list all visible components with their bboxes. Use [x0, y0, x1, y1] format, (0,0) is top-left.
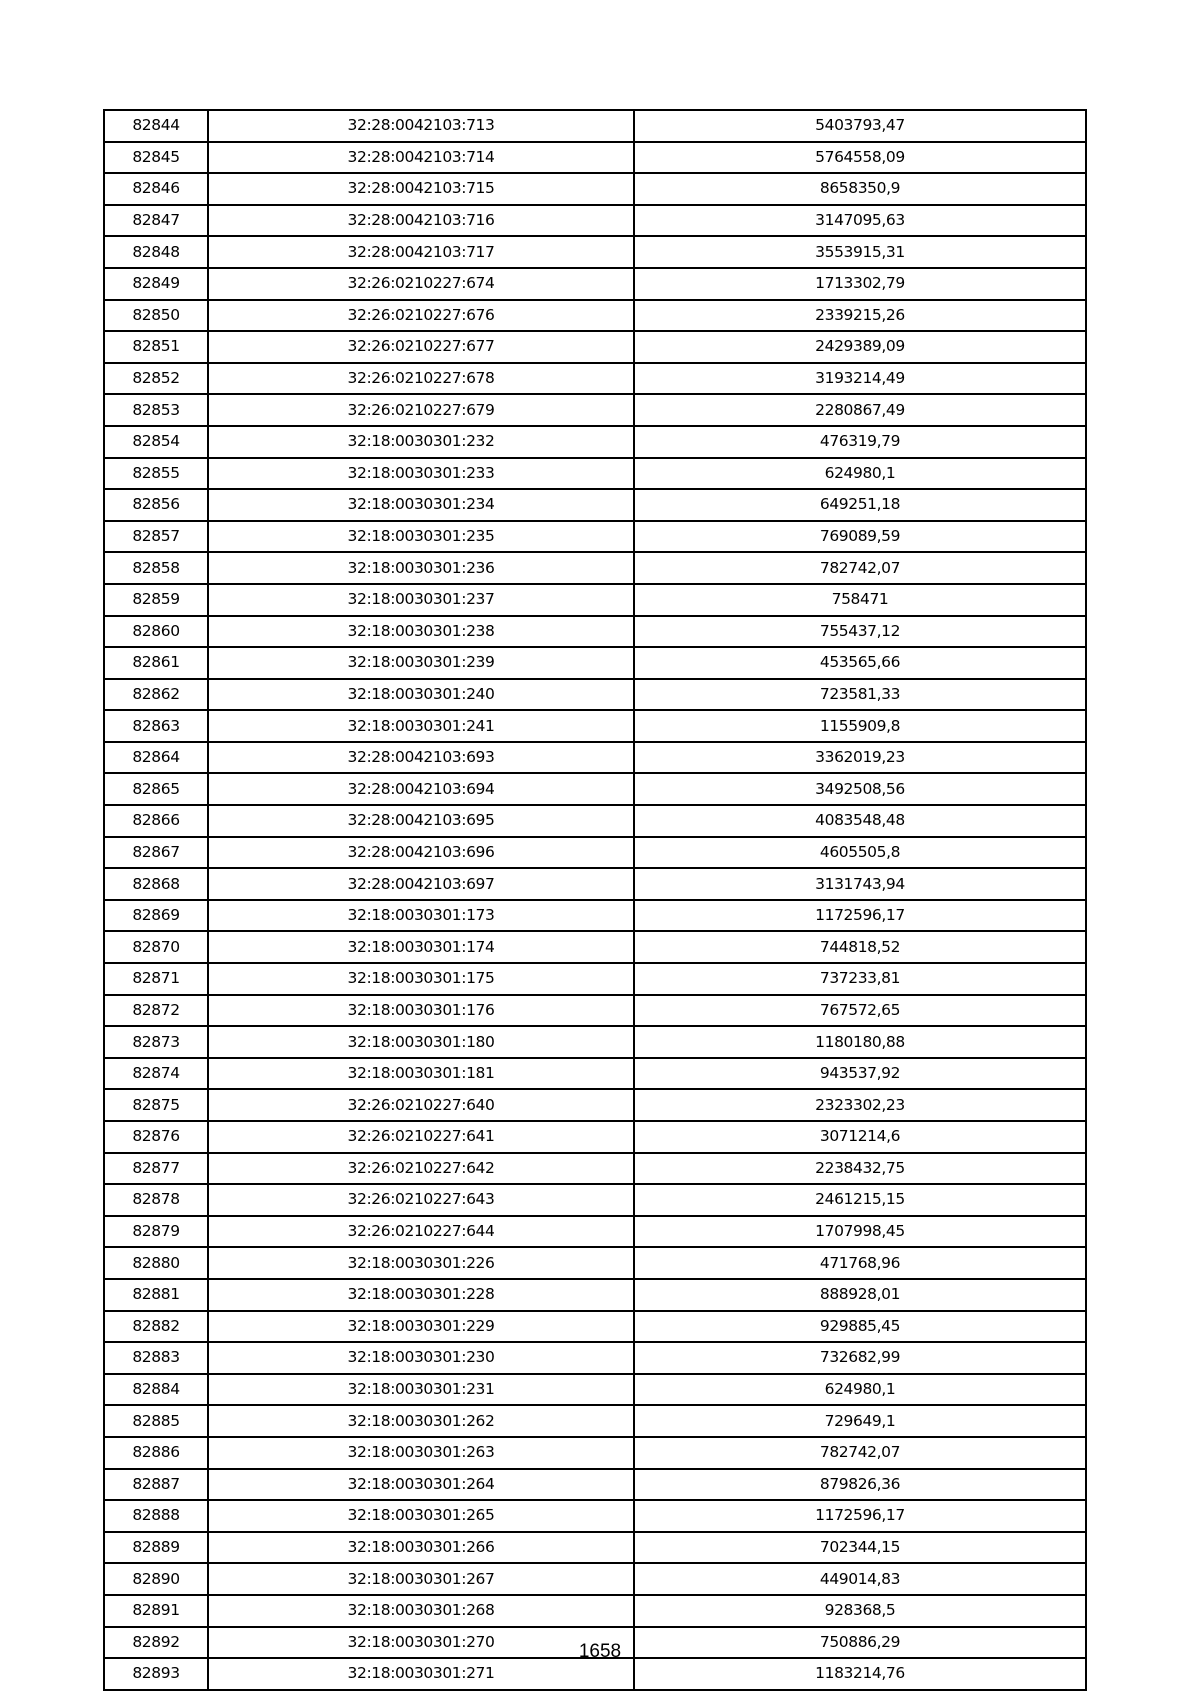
table-row	[104, 616, 1086, 648]
table-row	[104, 837, 1086, 869]
row-number-cell: 82884	[104, 1374, 208, 1406]
value-cell: 3193214,49	[634, 363, 1086, 395]
row-number-cell: 82845	[104, 142, 208, 174]
cadastral-number-cell: 32:18:0030301:265	[208, 1500, 634, 1532]
table-row	[104, 584, 1086, 616]
cadastral-number-cell: 32:18:0030301:238	[208, 616, 634, 648]
value-cell: 3553915,31	[634, 236, 1086, 268]
row-number-cell: 82851	[104, 331, 208, 363]
value-cell: 449014,83	[634, 1563, 1086, 1595]
cadastral-number-cell: 32:26:0210227:676	[208, 300, 634, 332]
value-cell: 1155909,8	[634, 710, 1086, 742]
cadastral-number-cell: 32:28:0042103:715	[208, 173, 634, 205]
value-cell: 758471	[634, 584, 1086, 616]
value-cell: 888928,01	[634, 1279, 1086, 1311]
table-row	[104, 110, 1086, 142]
table-row	[104, 1532, 1086, 1564]
cadastral-number-cell: 32:26:0210227:677	[208, 331, 634, 363]
table-row	[104, 268, 1086, 300]
row-number-cell: 82854	[104, 426, 208, 458]
table-row	[104, 1247, 1086, 1279]
value-cell: 879826,36	[634, 1469, 1086, 1501]
table-row	[104, 426, 1086, 458]
table-row	[104, 1153, 1086, 1185]
cadastral-number-cell: 32:18:0030301:237	[208, 584, 634, 616]
value-cell: 4083548,48	[634, 805, 1086, 837]
value-cell: 649251,18	[634, 489, 1086, 521]
cadastral-number-cell: 32:18:0030301:264	[208, 1469, 634, 1501]
value-cell: 767572,65	[634, 995, 1086, 1027]
cadastral-number-cell: 32:28:0042103:713	[208, 110, 634, 142]
row-number-cell: 82849	[104, 268, 208, 300]
value-cell: 2339215,26	[634, 300, 1086, 332]
cadastral-number-cell: 32:18:0030301:239	[208, 647, 634, 679]
row-number-cell: 82893	[104, 1658, 208, 1690]
table-body	[104, 110, 1086, 1690]
table-row	[104, 1469, 1086, 1501]
value-cell: 782742,07	[634, 552, 1086, 584]
cadastral-number-cell: 32:18:0030301:271	[208, 1658, 634, 1690]
row-number-cell: 82864	[104, 742, 208, 774]
row-number-cell: 82882	[104, 1311, 208, 1343]
table-row	[104, 963, 1086, 995]
table-row	[104, 331, 1086, 363]
cadastral-number-cell: 32:18:0030301:230	[208, 1342, 634, 1374]
cadastral-number-cell: 32:18:0030301:263	[208, 1437, 634, 1469]
cadastral-number-cell: 32:18:0030301:181	[208, 1058, 634, 1090]
row-number-cell: 82867	[104, 837, 208, 869]
table-row	[104, 1342, 1086, 1374]
row-number-cell: 82856	[104, 489, 208, 521]
table-row	[104, 394, 1086, 426]
row-number-cell: 82860	[104, 616, 208, 648]
table-row	[104, 521, 1086, 553]
value-cell: 3131743,94	[634, 868, 1086, 900]
value-cell: 943537,92	[634, 1058, 1086, 1090]
value-cell: 624980,1	[634, 458, 1086, 490]
table-row	[104, 1374, 1086, 1406]
row-number-cell: 82885	[104, 1405, 208, 1437]
row-number-cell: 82852	[104, 363, 208, 395]
row-number-cell: 82855	[104, 458, 208, 490]
cadastral-number-cell: 32:26:0210227:679	[208, 394, 634, 426]
table-row	[104, 931, 1086, 963]
row-number-cell: 82881	[104, 1279, 208, 1311]
table-row	[104, 995, 1086, 1027]
row-number-cell: 82875	[104, 1089, 208, 1121]
row-number-cell: 82863	[104, 710, 208, 742]
row-number-cell: 82880	[104, 1247, 208, 1279]
value-cell: 769089,59	[634, 521, 1086, 553]
row-number-cell: 82883	[104, 1342, 208, 1374]
cadastral-number-cell: 32:26:0210227:641	[208, 1121, 634, 1153]
table-row	[104, 1026, 1086, 1058]
table-row	[104, 1184, 1086, 1216]
value-cell: 5764558,09	[634, 142, 1086, 174]
cadastral-number-cell: 32:18:0030301:270	[208, 1627, 634, 1659]
cadastral-number-cell: 32:18:0030301:229	[208, 1311, 634, 1343]
table-row	[104, 900, 1086, 932]
row-number-cell: 82858	[104, 552, 208, 584]
row-number-cell: 82862	[104, 679, 208, 711]
cadastral-number-cell: 32:18:0030301:240	[208, 679, 634, 711]
cadastral-number-cell: 32:28:0042103:696	[208, 837, 634, 869]
cadastral-number-cell: 32:28:0042103:695	[208, 805, 634, 837]
table-row	[104, 742, 1086, 774]
value-cell: 3071214,6	[634, 1121, 1086, 1153]
value-cell: 624980,1	[634, 1374, 1086, 1406]
value-cell: 3492508,56	[634, 773, 1086, 805]
table-row	[104, 710, 1086, 742]
cadastral-number-cell: 32:26:0210227:674	[208, 268, 634, 300]
value-cell: 1707998,45	[634, 1216, 1086, 1248]
value-cell: 729649,1	[634, 1405, 1086, 1437]
value-cell: 2429389,09	[634, 331, 1086, 363]
table-row	[104, 489, 1086, 521]
cadastral-number-cell: 32:18:0030301:176	[208, 995, 634, 1027]
cadastral-number-cell: 32:18:0030301:235	[208, 521, 634, 553]
cadastral-number-cell: 32:18:0030301:236	[208, 552, 634, 584]
value-cell: 723581,33	[634, 679, 1086, 711]
cadastral-number-cell: 32:18:0030301:180	[208, 1026, 634, 1058]
table-row	[104, 1437, 1086, 1469]
cadastral-number-cell: 32:26:0210227:642	[208, 1153, 634, 1185]
table-row	[104, 236, 1086, 268]
cadastral-number-cell: 32:18:0030301:266	[208, 1532, 634, 1564]
cadastral-number-cell: 32:28:0042103:693	[208, 742, 634, 774]
table-row	[104, 647, 1086, 679]
cadastral-number-cell: 32:18:0030301:226	[208, 1247, 634, 1279]
cadastral-number-cell: 32:18:0030301:173	[208, 900, 634, 932]
cadastral-number-cell: 32:18:0030301:233	[208, 458, 634, 490]
row-number-cell: 82878	[104, 1184, 208, 1216]
cadastral-number-cell: 32:26:0210227:640	[208, 1089, 634, 1121]
row-number-cell: 82844	[104, 110, 208, 142]
table-row	[104, 1405, 1086, 1437]
value-cell: 1183214,76	[634, 1658, 1086, 1690]
cadastral-number-cell: 32:18:0030301:232	[208, 426, 634, 458]
value-cell: 2461215,15	[634, 1184, 1086, 1216]
value-cell: 929885,45	[634, 1311, 1086, 1343]
cadastral-value-table	[103, 109, 1087, 1691]
cadastral-number-cell: 32:18:0030301:231	[208, 1374, 634, 1406]
value-cell: 3362019,23	[634, 742, 1086, 774]
table-row	[104, 300, 1086, 332]
value-cell: 1172596,17	[634, 900, 1086, 932]
table-row	[104, 552, 1086, 584]
row-number-cell: 82890	[104, 1563, 208, 1595]
row-number-cell: 82868	[104, 868, 208, 900]
value-cell: 1172596,17	[634, 1500, 1086, 1532]
value-cell: 2238432,75	[634, 1153, 1086, 1185]
value-cell: 744818,52	[634, 931, 1086, 963]
value-cell: 755437,12	[634, 616, 1086, 648]
value-cell: 782742,07	[634, 1437, 1086, 1469]
value-cell: 750886,29	[634, 1627, 1086, 1659]
row-number-cell: 82873	[104, 1026, 208, 1058]
cadastral-number-cell: 32:18:0030301:228	[208, 1279, 634, 1311]
value-cell: 8658350,9	[634, 173, 1086, 205]
cadastral-number-cell: 32:18:0030301:175	[208, 963, 634, 995]
cadastral-number-cell: 32:28:0042103:697	[208, 868, 634, 900]
row-number-cell: 82872	[104, 995, 208, 1027]
cadastral-number-cell: 32:26:0210227:678	[208, 363, 634, 395]
value-cell: 471768,96	[634, 1247, 1086, 1279]
row-number-cell: 82892	[104, 1627, 208, 1659]
row-number-cell: 82853	[104, 394, 208, 426]
cadastral-number-cell: 32:28:0042103:717	[208, 236, 634, 268]
value-cell: 1713302,79	[634, 268, 1086, 300]
value-cell: 732682,99	[634, 1342, 1086, 1374]
table-row	[104, 1058, 1086, 1090]
value-cell: 1180180,88	[634, 1026, 1086, 1058]
table-row	[104, 1216, 1086, 1248]
cadastral-number-cell: 32:18:0030301:268	[208, 1595, 634, 1627]
row-number-cell: 82846	[104, 173, 208, 205]
value-cell: 4605505,8	[634, 837, 1086, 869]
row-number-cell: 82871	[104, 963, 208, 995]
row-number-cell: 82877	[104, 1153, 208, 1185]
table-row	[104, 1121, 1086, 1153]
row-number-cell: 82870	[104, 931, 208, 963]
row-number-cell: 82887	[104, 1469, 208, 1501]
cadastral-number-cell: 32:18:0030301:262	[208, 1405, 634, 1437]
cadastral-number-cell: 32:18:0030301:267	[208, 1563, 634, 1595]
table-row	[104, 1563, 1086, 1595]
row-number-cell: 82850	[104, 300, 208, 332]
value-cell: 2280867,49	[634, 394, 1086, 426]
table-row	[104, 142, 1086, 174]
table-row	[104, 679, 1086, 711]
row-number-cell: 82891	[104, 1595, 208, 1627]
table-row	[104, 173, 1086, 205]
table-row	[104, 363, 1086, 395]
value-cell: 453565,66	[634, 647, 1086, 679]
table-row	[104, 805, 1086, 837]
cadastral-number-cell: 32:28:0042103:694	[208, 773, 634, 805]
row-number-cell: 82865	[104, 773, 208, 805]
row-number-cell: 82879	[104, 1216, 208, 1248]
value-cell: 3147095,63	[634, 205, 1086, 237]
value-cell: 476319,79	[634, 426, 1086, 458]
cadastral-number-cell: 32:18:0030301:234	[208, 489, 634, 521]
table-row	[104, 1500, 1086, 1532]
row-number-cell: 82886	[104, 1437, 208, 1469]
row-number-cell: 82888	[104, 1500, 208, 1532]
cadastral-number-cell: 32:18:0030301:174	[208, 931, 634, 963]
row-number-cell: 82859	[104, 584, 208, 616]
row-number-cell: 82889	[104, 1532, 208, 1564]
row-number-cell: 82847	[104, 205, 208, 237]
row-number-cell: 82848	[104, 236, 208, 268]
value-cell: 2323302,23	[634, 1089, 1086, 1121]
value-cell: 702344,15	[634, 1532, 1086, 1564]
row-number-cell: 82869	[104, 900, 208, 932]
table-row	[104, 1089, 1086, 1121]
table-row	[104, 1311, 1086, 1343]
table-row	[104, 458, 1086, 490]
row-number-cell: 82874	[104, 1058, 208, 1090]
table-row	[104, 773, 1086, 805]
row-number-cell: 82861	[104, 647, 208, 679]
table-row	[104, 1279, 1086, 1311]
value-cell: 5403793,47	[634, 110, 1086, 142]
row-number-cell: 82866	[104, 805, 208, 837]
row-number-cell: 82857	[104, 521, 208, 553]
cadastral-number-cell: 32:18:0030301:241	[208, 710, 634, 742]
table-row	[104, 205, 1086, 237]
value-cell: 737233,81	[634, 963, 1086, 995]
value-cell: 928368,5	[634, 1595, 1086, 1627]
cadastral-number-cell: 32:28:0042103:714	[208, 142, 634, 174]
page-number: 1658	[578, 1641, 622, 1662]
cadastral-number-cell: 32:26:0210227:644	[208, 1216, 634, 1248]
table-row	[104, 868, 1086, 900]
cadastral-number-cell: 32:26:0210227:643	[208, 1184, 634, 1216]
cadastral-number-cell: 32:28:0042103:716	[208, 205, 634, 237]
table-row	[104, 1595, 1086, 1627]
row-number-cell: 82876	[104, 1121, 208, 1153]
